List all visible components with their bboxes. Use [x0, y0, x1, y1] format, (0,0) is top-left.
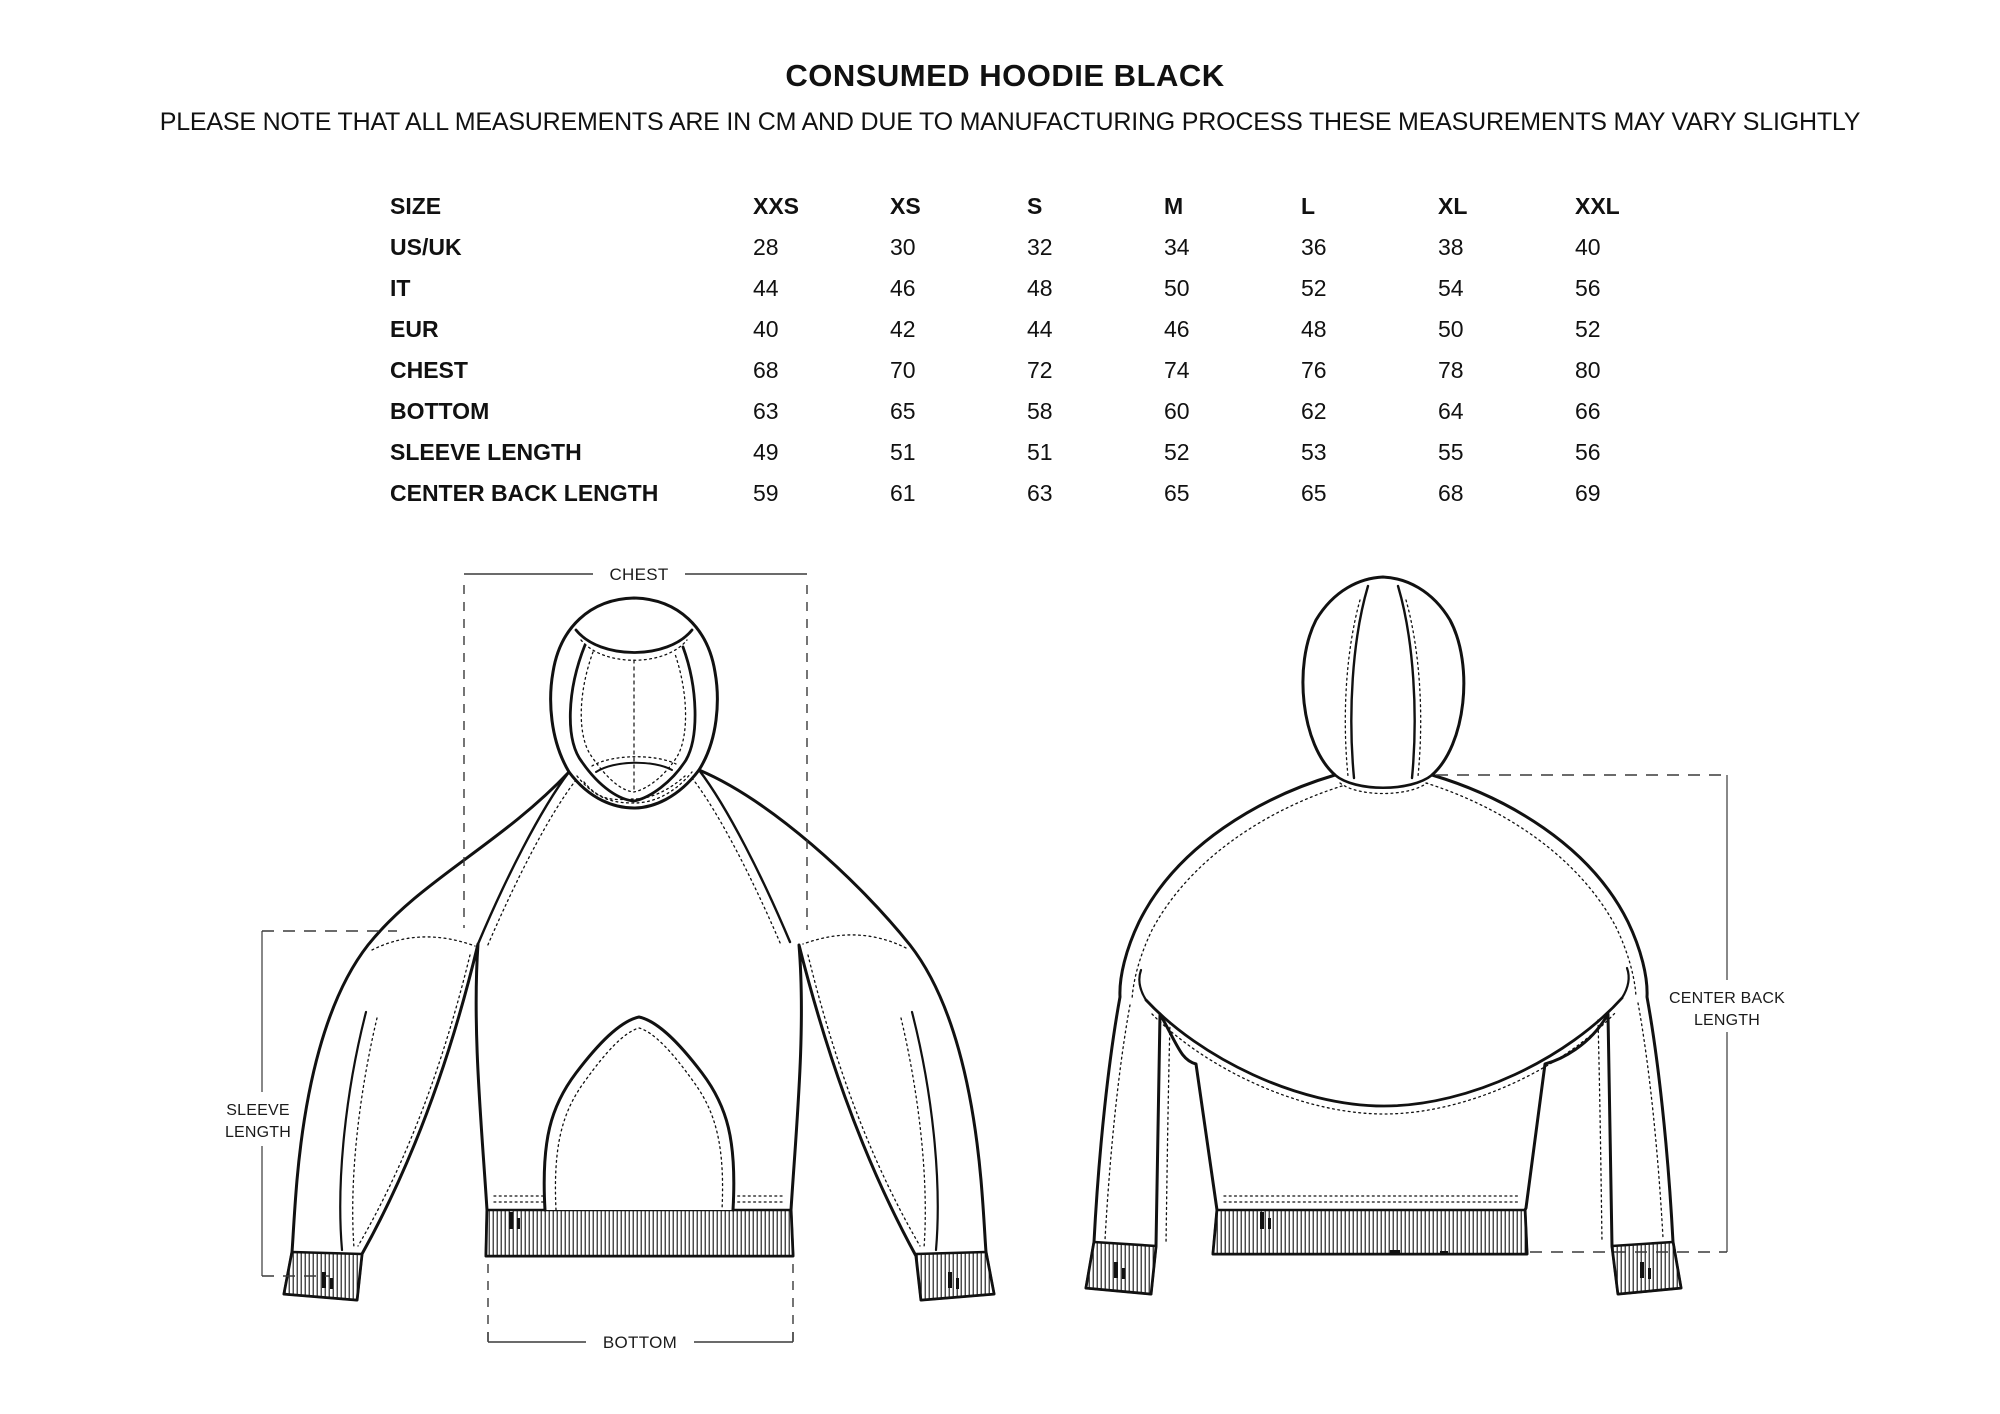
table-cell: 52	[1301, 275, 1327, 301]
back-sleeve-stitch-left	[1166, 1022, 1170, 1244]
table-header-l: L	[1301, 193, 1316, 219]
table-cell: 56	[1575, 275, 1601, 301]
table-cell: 42	[890, 316, 916, 342]
table-header-s: S	[1027, 193, 1043, 219]
table-row-label: SLEEVE LENGTH	[390, 439, 582, 465]
table-row-label: CENTER BACK LENGTH	[390, 480, 659, 506]
table-cell: 44	[1027, 316, 1053, 342]
sleeve-length-label-line2: LENGTH	[224, 1124, 292, 1141]
table-row-label: EUR	[390, 316, 439, 342]
table-cell: 76	[1301, 357, 1327, 383]
table-cell: 68	[753, 357, 779, 383]
table-cell: 61	[890, 480, 916, 506]
back-hoodie-diagram	[1086, 577, 1681, 1294]
table-cell: 38	[1438, 234, 1464, 260]
chest-label: CHEST	[609, 565, 669, 584]
table-row-label: US/UK	[390, 234, 462, 260]
table-cell: 49	[753, 439, 779, 465]
table-row-label: IT	[390, 275, 411, 301]
table-cell: 66	[1575, 398, 1601, 424]
table-header-xxl: XXL	[1575, 193, 1620, 219]
table-header-size: SIZE	[390, 193, 442, 219]
table-cell: 80	[1575, 357, 1601, 383]
table-cell: 59	[753, 480, 779, 506]
table-header-xl: XL	[1438, 193, 1468, 219]
table-cell: 48	[1027, 275, 1053, 301]
table-cell: 52	[1164, 439, 1190, 465]
measurement-note: PLEASE NOTE THAT ALL MEASUREMENTS ARE IN CM AND DUE TO MANUFACTURING PROCESS THESE MEASUREMENTS MAY VARY SLIGHTLY	[159, 108, 1861, 136]
back-sleeve-stitch-right	[1598, 1020, 1602, 1242]
table-cell: 63	[1027, 480, 1053, 506]
back-cuff-right	[1612, 1242, 1681, 1294]
table-cell: 69	[1575, 480, 1601, 506]
center-back-label-line1: CENTER BACK	[1669, 990, 1785, 1007]
center-back-label-line2: LENGTH	[1693, 1012, 1761, 1029]
table-cell: 48	[1301, 316, 1327, 342]
table-cell: 51	[1027, 439, 1053, 465]
back-cuff-left	[1086, 1242, 1156, 1294]
table-cell: 65	[1164, 480, 1190, 506]
front-hoodie-diagram	[284, 598, 994, 1300]
table-header-xs: XS	[890, 193, 921, 219]
table-cell: 30	[890, 234, 916, 260]
table-header-xxs: XXS	[753, 193, 800, 219]
table-cell: 32	[1027, 234, 1053, 260]
table-cell: 55	[1438, 439, 1464, 465]
page-title: CONSUMED HOODIE BLACK	[785, 58, 1225, 93]
table-cell: 74	[1164, 357, 1190, 383]
sleeve-length-label-line1: SLEEVE	[226, 1102, 290, 1119]
table-row-label: BOTTOM	[390, 398, 490, 424]
table-cell: 53	[1301, 439, 1327, 465]
table-cell: 28	[753, 234, 779, 260]
table-header-m: M	[1164, 193, 1184, 219]
table-cell: 70	[890, 357, 916, 383]
table-cell: 51	[890, 439, 916, 465]
table-cell: 44	[753, 275, 779, 301]
table-cell: 50	[1164, 275, 1190, 301]
table-cell: 52	[1575, 316, 1601, 342]
table-cell: 36	[1301, 234, 1327, 260]
table-row-label: CHEST	[390, 357, 468, 383]
back-silhouette	[1086, 577, 1681, 1294]
table-cell: 46	[890, 275, 916, 301]
table-cell: 58	[1027, 398, 1053, 424]
table-cell: 50	[1438, 316, 1464, 342]
table-cell: 40	[753, 316, 779, 342]
table-cell: 78	[1438, 357, 1464, 383]
table-cell: 34	[1164, 234, 1190, 260]
table-cell: 40	[1575, 234, 1601, 260]
table-cell: 72	[1027, 357, 1053, 383]
front-cuff-right	[916, 1252, 994, 1300]
table-cell: 60	[1164, 398, 1190, 424]
table-cell: 54	[1438, 275, 1464, 301]
table-cell: 65	[1301, 480, 1327, 506]
table-cell: 63	[753, 398, 779, 424]
table-cell: 68	[1438, 480, 1464, 506]
table-cell: 56	[1575, 439, 1601, 465]
table-cell: 62	[1301, 398, 1327, 424]
table-cell: 64	[1438, 398, 1464, 424]
bottom-label: BOTTOM	[602, 1333, 678, 1352]
front-hem-band	[486, 1210, 793, 1256]
table-cell: 46	[1164, 316, 1190, 342]
table-cell: 65	[890, 398, 916, 424]
